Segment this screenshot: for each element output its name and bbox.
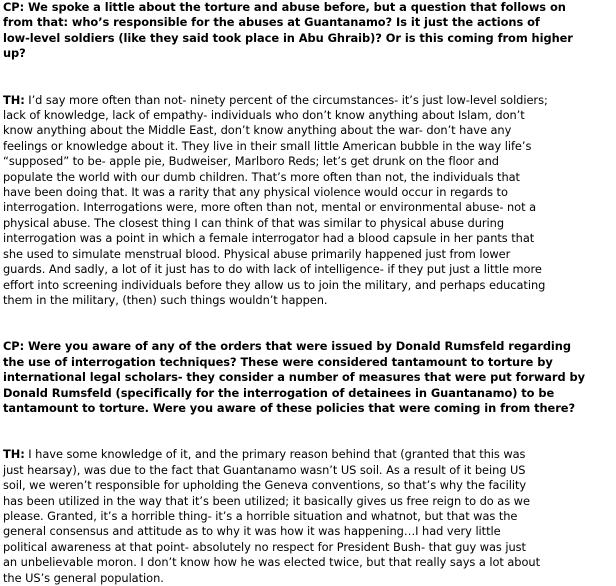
paragraph-spacer <box>3 62 611 93</box>
question-text: We spoke a little about the torture and abuse before, but a question that follows on from that: who’s responsible for the abuses at Guantanamo? Is it just the actions of low-level soldiers (like they said took place in Abu Ghraib)? Or is this coming from higher up? <box>3 0 573 61</box>
question-text: Were you aware of any of the orders that were issued by Donald Rumsfeld regarding the use of interrogation techniques? These were considered tantamount to torture by international legal scholars- they consider a number of measures that were put forward by Donald Rumsfeld (specifically for the interrogation of detainees in Guantanamo) to be tantamount to torture. Were you aware of these policies that were coming in from there? <box>3 339 585 415</box>
speaker-label: CP: <box>3 339 25 354</box>
speaker-label: CP: <box>3 0 25 14</box>
answer-text: I have some knowledge of it, and the primary reason behind that (granted that this was just hearsay), was due to the fact that Guantanamo wasn’t US soil. As a result of it being US soil, we weren’t responsible for upholding the Geneva conventions, so that’s why the facility has been utilized in the way that it’s been utilized; it basically gives us free reign to do as we please. Granted, it’s a horrible thing- it’s a horrible situation and whatnot, but that was the general consensus and attitude as to why it was how it was happening…I had very little political awareness at that point- absolutely no respect for President Bush- that guy was just an unbelievable moron. I don’t know how he was elected twice, but that really says a lot about the US’s general population. <box>3 447 540 585</box>
speaker-label: TH: <box>3 92 25 107</box>
answer-text: I’d say more often than not- ninety percent of the circumstances- it’s just low-level soldiers; lack of knowledge, lack of empathy- individuals who don’t know anything about Islam, don’t know anything about the Middle East, don’t know anything about the war- don’t have any feelings or knowledge about it. They live in their small little American bubble in the way life’s “supposed” to be- apple pie, Budweiser, Marlboro Reds; let’s get drunk on the floor and populate the world with our dumb children. That’s more often than not, the individuals that have been doing that. It was a rarity that any physical violence would occur in regards to interrogation. Interrogations were, more often than not, mental or environmental abuse- not a physical abuse. The closest thing I can think of that was similar to physical abuse during interrogation was a point in which a female interrogator had a blood capsule in her pants that she used to simulate menstrual blood. Physical abuse primarily happened just from lower guards. And sadly, a lot of it just has to do with lack of intelligence- if they put just a little more effort into screening individuals before they allow us to join the military, and perhaps educating them in the military, (then) such things wouldn’t happen. <box>3 92 548 307</box>
answer-paragraph-1 <box>3 93 611 309</box>
question-paragraph-1 <box>3 0 611 62</box>
paragraph-spacer <box>3 416 611 447</box>
speaker-label: TH: <box>3 447 25 462</box>
question-paragraph-2 <box>3 339 611 416</box>
transcript-document <box>3 0 611 586</box>
answer-paragraph-2 <box>3 447 611 586</box>
paragraph-spacer <box>3 308 611 339</box>
